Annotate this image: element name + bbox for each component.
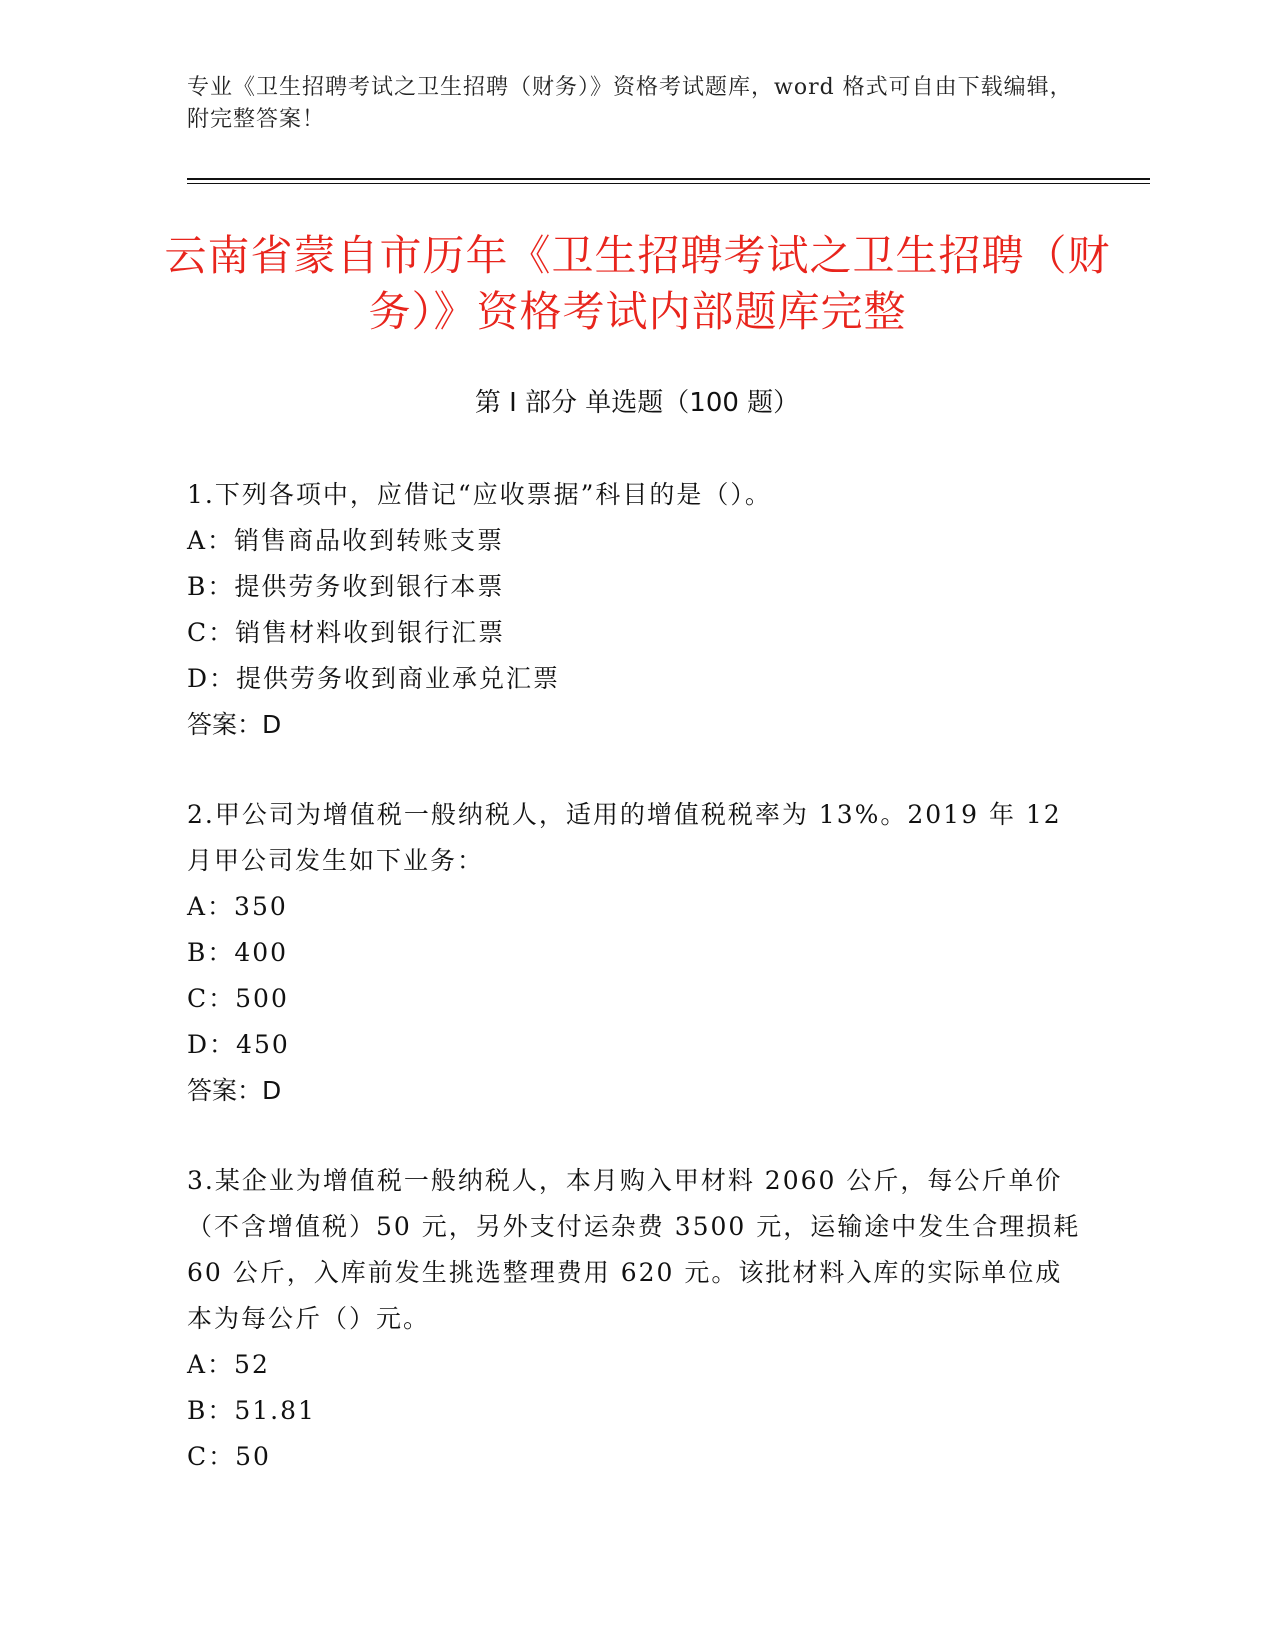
option-d: D：提供劳务收到商业承兑汇票 (187, 664, 561, 693)
option-a: A：销售商品收到转账支票 (187, 526, 505, 555)
answer: 答案：D (187, 710, 282, 739)
header-divider-thin (187, 183, 1150, 184)
question-2 (187, 792, 1082, 1114)
option-a: A：350 (187, 892, 288, 921)
option-b: B：51.81 (187, 1396, 316, 1425)
option-a: A：52 (187, 1350, 270, 1379)
question-list (187, 472, 1082, 1524)
question-stem: 2.甲公司为增值税一般纳税人，适用的增值税税率为 13%。2019 年 12 月甲公司发生如下业务： (187, 800, 1062, 875)
question-stem: 3.某企业为增值税一般纳税人，本月购入甲材料 2060 公斤，每公斤单价（不含增值税）50 元，另外支付运杂费 3500 元，运输途中发生合理损耗 60 公斤，入库前发生挑选整理费用 620 元。该批材料入库的实际单位成本为每公斤（）元。 (187, 1166, 1081, 1333)
option-b: B：400 (187, 938, 289, 967)
question-1 (187, 472, 1082, 748)
option-d: D：450 (187, 1030, 290, 1059)
answer: 答案：D (187, 1076, 282, 1105)
option-c: C：500 (187, 984, 289, 1013)
question-stem: 1.下列各项中，应借记“应收票据”科目的是（）。 (187, 480, 772, 509)
header-divider (187, 178, 1150, 180)
section-title: 第 I 部分 单选题（100 题） (474, 388, 800, 418)
option-c: C：50 (187, 1442, 271, 1471)
document-title: 云南省蒙自市历年《卫生招聘考试之卫生招聘（财务）》资格考试内部题库完整 (164, 231, 1111, 336)
question-3 (187, 1158, 1082, 1480)
header-note: 专业《卫生招聘考试之卫生招聘（财务）》资格考试题库，word 格式可自由下载编辑，附完整答案！ (187, 75, 1073, 132)
option-b: B：提供劳务收到银行本票 (187, 572, 505, 601)
option-c: C：销售材料收到银行汇票 (187, 618, 506, 647)
